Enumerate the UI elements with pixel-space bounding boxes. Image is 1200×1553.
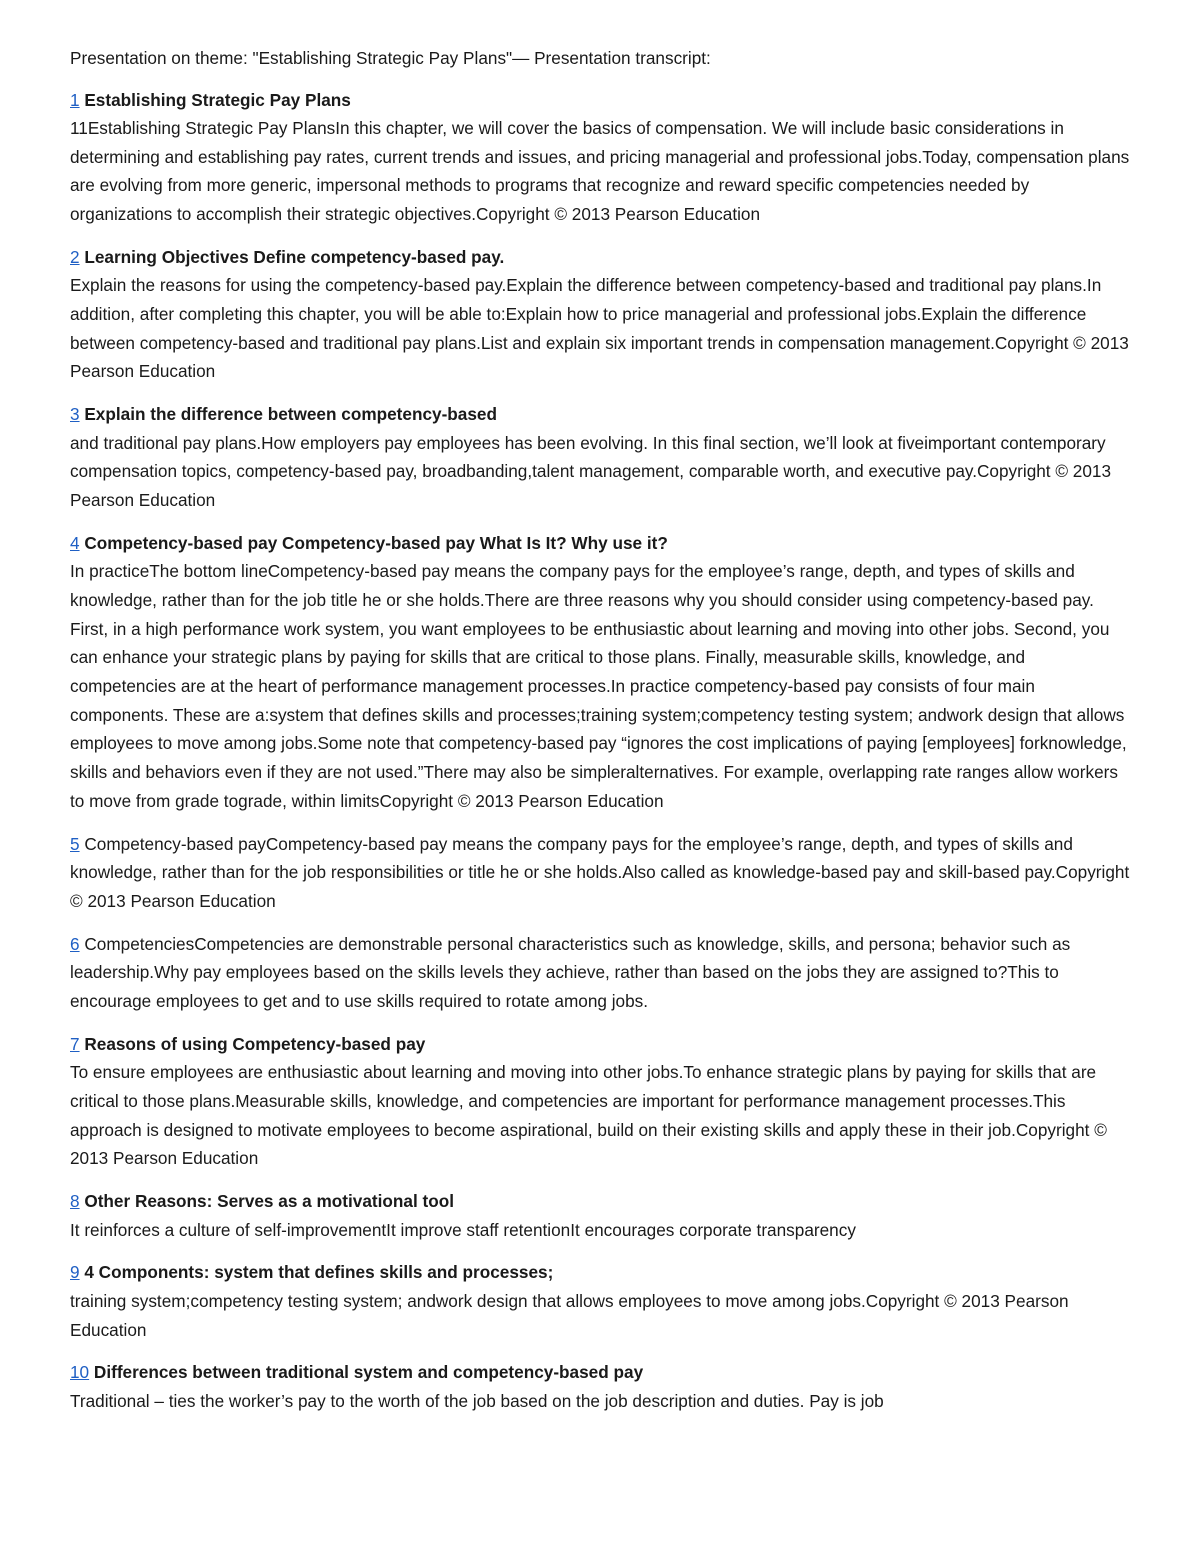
slide-title: 4 Components: system that defines skills and processes; <box>84 1262 554 1283</box>
slide-text: and traditional pay plans.How employers pay employees has been evolving. In this final section, we’ll look at fiveimportant contemporary compensation topics, competency-based pay, broadbanding,talent management, comparable worth, and executive pay.Copyright © 2013 Pearson Education <box>70 432 1112 511</box>
slide-8 <box>70 1187 1130 1244</box>
slide-heading <box>70 830 1130 916</box>
slide-number-link[interactable]: 8 <box>70 1191 80 1212</box>
slide-2 <box>70 243 1130 386</box>
slide-text: 11Establishing Strategic Pay PlansIn this chapter, we will cover the basics of compensation. We will include basic considerations in determining and establishing pay rates, current trends and issues, and pricing managerial and professional jobs.Today, compensation plans are evolving from more generic, impersonal methods to programs that recognize and reward specific competencies needed by organizations to accomplish their strategic objectives.Copyright © 2013 Pearson Education <box>70 118 1130 225</box>
slide-number-link[interactable]: 3 <box>70 404 80 425</box>
slide-text: training system;competency testing system; andwork design that allows employees to move among jobs.Copyright © 2013 Pearson Education <box>70 1290 1069 1340</box>
slide-4 <box>70 529 1130 816</box>
slide-title: Learning Objectives Define competency-based pay. <box>84 246 505 267</box>
slide-heading <box>70 1187 1130 1216</box>
slide-number-link[interactable]: 5 <box>70 833 80 854</box>
transcript-intro: Presentation on theme: "Establishing Strategic Pay Plans"— Presentation transcript: <box>70 48 711 68</box>
slide-heading <box>70 930 1130 1016</box>
slide-6 <box>70 930 1130 1016</box>
slide-text: Competency-based payCompetency-based pay means the company pays for the employee’s range, depth, and types of skills and knowledge, rather than for the job responsibilities or title he or she holds.Also called as knowledge-based pay and skill-based pay.Copyright © 2013 Pearson Education <box>70 833 1130 911</box>
slide-heading <box>70 1258 1130 1287</box>
slide-title: Differences between traditional system and competency-based pay <box>93 1362 644 1383</box>
slide-number-link[interactable]: 7 <box>70 1033 80 1054</box>
slide-5 <box>70 830 1130 916</box>
transcript-page <box>70 44 1130 1429</box>
slide-number-link[interactable]: 1 <box>70 89 80 110</box>
slide-title: Reasons of using Competency-based pay <box>84 1033 426 1054</box>
slide-3 <box>70 400 1130 515</box>
slide-title: Explain the difference between competency-based <box>84 404 497 425</box>
slide-10 <box>70 1358 1130 1415</box>
slide-title: Competency-based pay Competency-based pay What Is It? Why use it? <box>84 532 668 553</box>
slide-heading <box>70 529 1130 558</box>
slide-number-link[interactable]: 4 <box>70 532 80 553</box>
slide-number-link[interactable]: 10 <box>70 1362 90 1383</box>
slide-title: Establishing Strategic Pay Plans <box>84 89 351 110</box>
slide-7 <box>70 1030 1130 1173</box>
slide-text: It reinforces a culture of self-improvementIt improve staff retentionIt encourages corporate transparency <box>70 1219 856 1240</box>
slide-number-link[interactable]: 9 <box>70 1262 80 1283</box>
slide-heading <box>70 1358 1130 1387</box>
slide-heading <box>70 400 1130 429</box>
slide-heading <box>70 1030 1130 1059</box>
slide-9 <box>70 1258 1130 1344</box>
slide-1 <box>70 86 1130 229</box>
slide-text: Explain the reasons for using the competency-based pay.Explain the difference between competency-based and traditional pay plans.In addition, after completing this chapter, you will be able to:Explain how to price managerial and professional jobs.Explain the difference between competency-based and traditional pay plans.List and explain six important trends in compensation management.Copyright © 2013 Pearson Education <box>70 275 1129 382</box>
slide-text: In practiceThe bottom lineCompetency-based pay means the company pays for the employee’s range, depth, and types of skills and knowledge, rather than for the job title he or she holds.There are three reasons why you should consider using competency-based pay. First, in a high performance work system, you want employees to be enthusiastic about learning and moving into other jobs. Second, you can enhance your strategic plans by paying for skills that are critical to those plans. Finally, measurable skills, knowledge, and competencies are at the heart of performance management processes.In practice competency-based pay consists of four main components. These are a:system that defines skills and processes;training system;competency testing system; andwork design that allows employees to move among jobs.Some note that competency-based pay “ignores the cost implications of paying [employees] forknowledge, skills and behaviors even if they are not used.”There may also be simpleralternatives. For example, overlapping rate ranges allow workers to move from grade tograde, within limitsCopyright © 2013 Pearson Education <box>70 561 1127 811</box>
slide-heading <box>70 243 1130 272</box>
slide-heading <box>70 86 1130 115</box>
slide-text: Traditional – ties the worker’s pay to the worth of the job based on the job description and duties. Pay is job <box>70 1390 884 1411</box>
slide-number-link[interactable]: 6 <box>70 933 80 954</box>
slide-number-link[interactable]: 2 <box>70 246 80 267</box>
slide-title: Other Reasons: Serves as a motivational tool <box>84 1191 454 1212</box>
slide-text: To ensure employees are enthusiastic about learning and moving into other jobs.To enhance strategic plans by paying for skills that are critical to those plans.Measurable skills, knowledge, and competencies are important for performance management processes.This approach is designed to motivate employees to become aspirational, build on their existing skills and apply these in their job.Copyright © 2013 Pearson Education <box>70 1062 1107 1169</box>
slide-text: CompetenciesCompetencies are demonstrable personal characteristics such as knowledge, skills, and persona; behavior such as leadership.Why pay employees based on the skills levels they achieve, rather than based on the jobs they are assigned to?This to encourage employees to get and to use skills required to rotate among jobs. <box>70 933 1071 1012</box>
